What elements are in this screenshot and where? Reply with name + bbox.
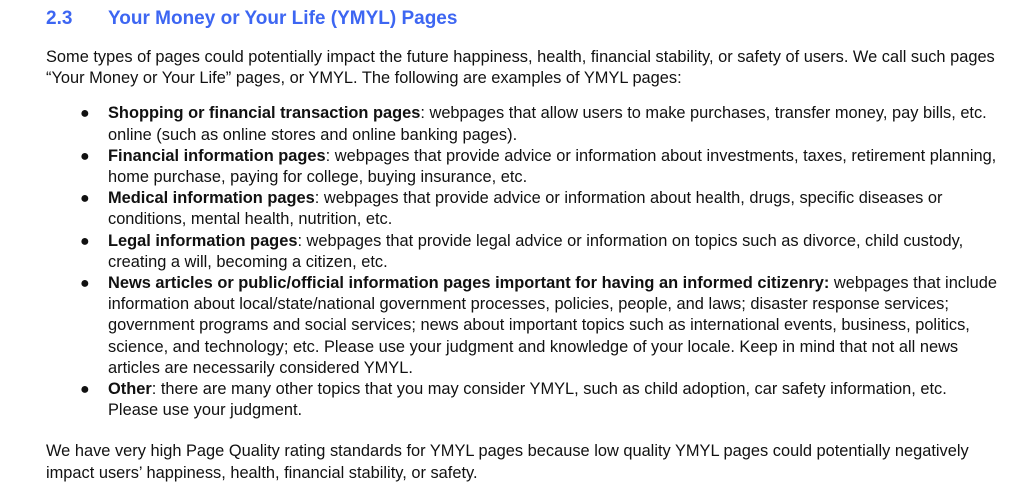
closing-paragraph: We have very high Page Quality rating standards for YMYL pages because low quality YMYL pages could potentially negatively impact users’ happiness, health, financial stability, or safety. (46, 442, 969, 482)
section-title: Your Money or Your Life (YMYL) Pages (108, 8, 458, 29)
list-item-term: News articles or public/official information pages important for having an informed citizenry: (108, 274, 830, 293)
list-item-news (46, 273, 998, 379)
ymyl-examples-list (46, 103, 1006, 421)
bullet-icon: ● (80, 147, 90, 165)
list-item-shopping: ● Shopping or financial transaction pages: webpages that allow users to make purchases, transfer money, pay bills, etc. online (such as online stores and online banking pages). (80, 104, 987, 144)
list-item-other: ● Other: there are many other topics that you may consider YMYL, such as child adoption, car safety information, etc. Please use your judgment. (80, 380, 947, 420)
list-item-medical: ● Medical information pages: webpages that provide advice or information about health, drugs, specific diseases or conditions, mental health, nutrition, etc. (80, 189, 943, 229)
list-item-legal: ● Legal information pages: webpages that provide legal advice or information on topics such as divorce, child custody, creating a will, becoming a citizen, etc. (80, 231, 964, 271)
intro-paragraph: Some types of pages could potentially impact the future happiness, health, financial stability, or safety of users. We call such pages “Your Money or Your Life” pages, or YMYL. The following are examples of YMYL pages: (46, 48, 995, 88)
list-item-term: Other (108, 380, 152, 399)
list-item-description: webpages that include information about local/state/national government processes, policies, people, and laws; disaster response services; government programs and social services; news about important topics such as international events, business, politics, science, and technology; etc. Please use your judgment and knowledge of your locale. Keep in mind that not all news articles are necessarily considered YMYL. (108, 274, 997, 377)
list-item-term: Financial information pages (108, 146, 326, 165)
bullet-icon: ● (80, 232, 90, 250)
document-body (46, 6, 1006, 484)
section-heading (46, 6, 1006, 32)
list-item-description: webpages that provide advice or information about health, drugs, specific diseases or conditions, mental health, nutrition, etc. (108, 189, 943, 229)
list-item-financial: ● Financial information pages: webpages that provide advice or information about investments, taxes, retirement planning, home purchase, paying for college, buying insurance, etc. (80, 146, 997, 187)
bullet-icon: ● (80, 190, 90, 208)
list-item-description: webpages that provide advice or information about investments, taxes, retirement planning, home purchase, paying for college, buying insurance, etc. (108, 146, 997, 187)
list-item-description: webpages that provide legal advice or information on topics such as divorce, child custody, creating a will, becoming a citizen, etc. (108, 231, 964, 271)
bullet-icon: ● (80, 105, 90, 123)
bullet-icon: ● (80, 381, 90, 399)
section-number: 2.3 (46, 8, 73, 29)
list-item-description: there are many other topics that you may consider YMYL, such as child adoption, car safety information, etc. Please use your judgment. (108, 380, 947, 420)
list-item-description: webpages that allow users to make purchases, transfer money, pay bills, etc. online (such as online stores and online banking pages). (108, 104, 987, 144)
list-item-term: Legal information pages (108, 231, 298, 250)
list-item-term: Medical information pages (108, 189, 315, 208)
bullet-icon: ● (80, 275, 90, 293)
list-item-term: Shopping or financial transaction pages (108, 104, 421, 123)
